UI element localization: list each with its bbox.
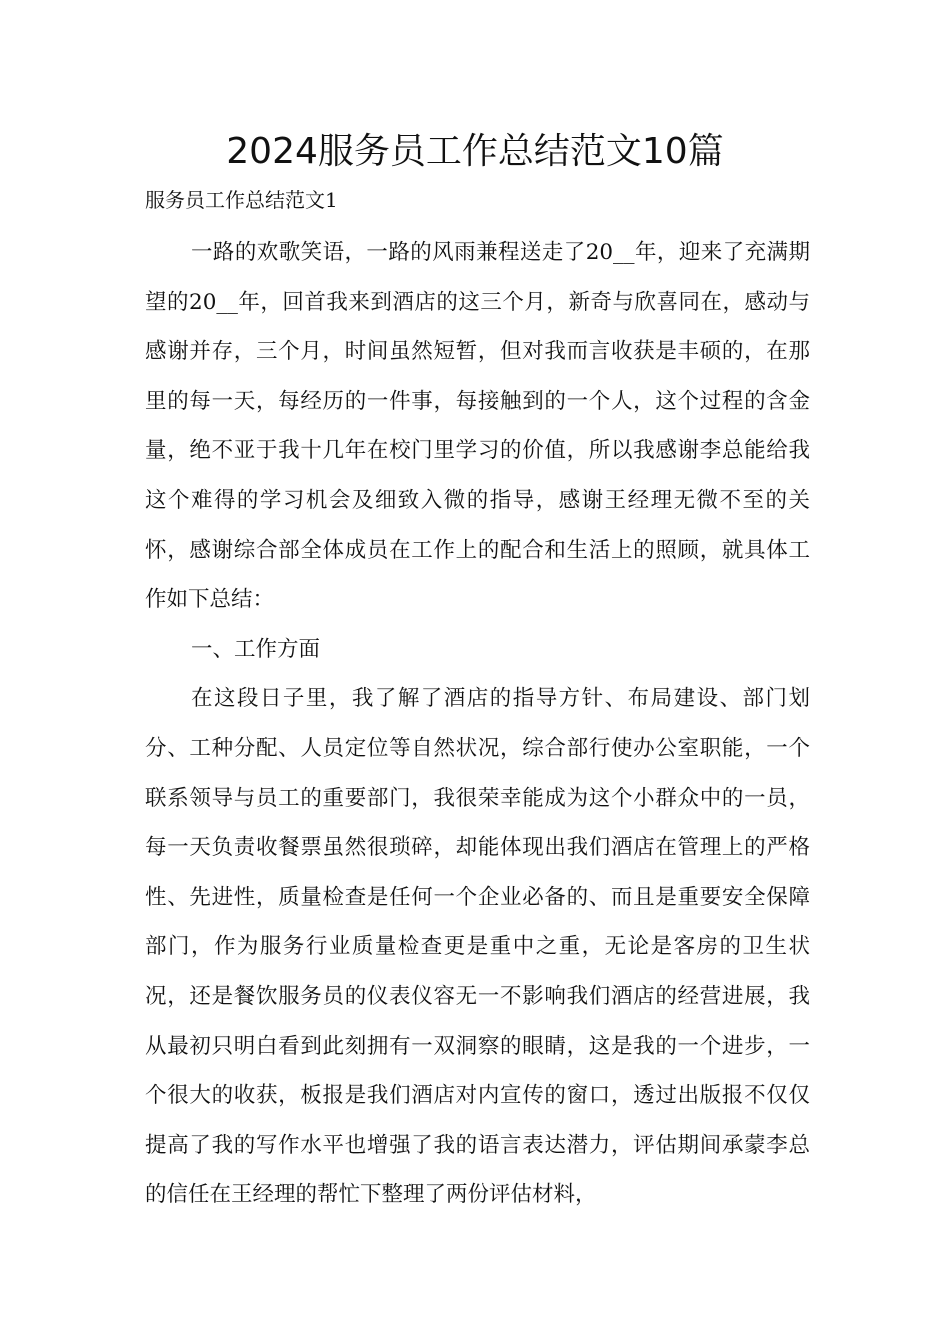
heading-work-aspect: 一、工作方面 [191, 636, 321, 662]
paragraph-intro: 一路的欢歌笑语，一路的风雨兼程送走了20__年，迎来了充满期望的20__年，回首我来到酒店的这三个月，新奇与欣喜同在，感动与感谢并存，三个月，时间虽然短暂，但对我而言收获是丰硕的，在那里的每一天，每经历的一件事，每接触到的一个人，这个过程的含金量，绝不亚于我十几年在校门里学习的价值，所以我感谢李总能给我这个难得的学习机会及细致入微的指导，感谢王经理无微不至的关怀，感谢综合部全体成员在工作上的配合和生活上的照顾，就具体工作如下总结： [145, 240, 810, 613]
section-title: 服务员工作总结范文1 [145, 188, 338, 212]
document-body [145, 228, 810, 1220]
document-title: 2024服务员工作总结范文10篇 [226, 131, 724, 172]
paragraph-work-details: 在这段日子里，我了解了酒店的指导方针、布局建设、部门划分、工种分配、人员定位等自然状况，综合部行使办公室职能，一个联系领导与员工的重要部门，我很荣幸能成为这个小群众中的一员，每一天负责收餐票虽然很琐碎，却能体现出我们酒店在管理上的严格性、先进性，质量检查是任何一个企业必备的、而且是重要安全保障部门，作为服务行业质量检查更是重中之重，无论是客房的卫生状况，还是餐饮服务员的仪表仪容无一不影响我们酒店的经营进展，我从最初只明白看到此刻拥有一双洞察的眼睛，这是我的一个进步，一个很大的收获，板报是我们酒店对内宣传的窗口，透过出版报不仅仅提高了我的写作水平也增强了我的语言表达潜力，评估期间承蒙李总的信任在王经理的帮忙下整理了两份评估材料， [145, 686, 810, 1208]
